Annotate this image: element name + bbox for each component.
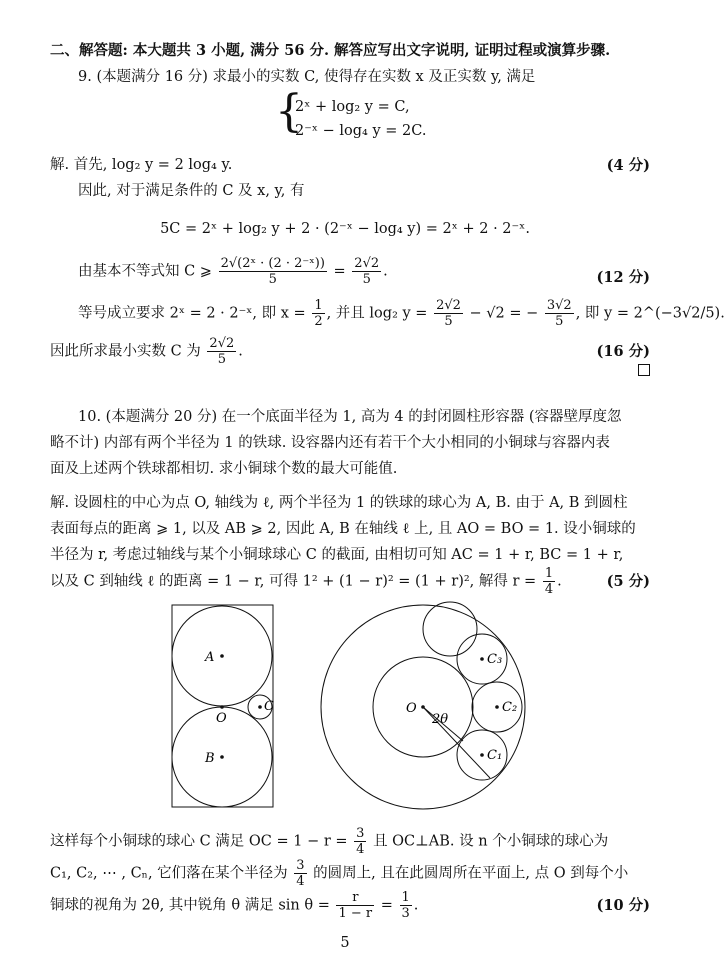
p10-sol-1: 解. 设圆柱的中心为点 O, 轴线为 ℓ, 两个半径为 1 的铁球的球心为 A, B. 由于 A, B 到圆柱 — [50, 495, 628, 511]
frac-num: 3 — [356, 826, 365, 841]
frac-num: 1 — [314, 298, 323, 313]
p10-sol-2: 表面每点的距离 ⩾ 1, 以及 AB ⩾ 2, 因此 A, B 在轴线 ℓ 上, 且 AO = BO = 1. 设小铜球的 — [50, 521, 636, 537]
p10-sol-6 — [50, 858, 650, 889]
p10-sol-4-end: . — [557, 573, 562, 590]
label-o-left: O — [216, 711, 227, 726]
p10-sin-frac-2 — [400, 890, 412, 921]
frac-num: 2√2 — [436, 298, 461, 313]
page-number: 5 — [340, 935, 350, 951]
label-a: A — [205, 650, 215, 665]
p9-conc-text: 因此所求最小实数 C 为 — [50, 343, 201, 360]
frac-num: 2√(2ˣ · (2 · 2⁻ˣ)) — [220, 256, 325, 271]
p9-ineq-end: . — [383, 263, 388, 280]
p10-sol-5 — [50, 826, 650, 857]
p10-sol-6-b: 的圆周上, 且在此圆周所在平面上, 点 O 到每个小 — [313, 865, 629, 882]
frac-den: 5 — [217, 352, 226, 367]
point-c3 — [480, 657, 484, 661]
frac-den: 4 — [544, 582, 554, 597]
frac-den: 4 — [356, 842, 365, 857]
p10-sol-7-end: . — [413, 897, 419, 914]
frac-den: 2 — [314, 314, 323, 329]
frac-num: 3 — [296, 858, 305, 873]
frac-den: 5 — [362, 272, 371, 287]
p10-oc-frac — [354, 826, 366, 857]
point-c2 — [495, 705, 499, 709]
label-o-right: O — [406, 701, 417, 716]
p9-ineq-eq: = — [333, 263, 346, 280]
point-a — [220, 654, 224, 658]
p9-step-2: 因此, 对于满足条件的 C 及 x, y, 有 — [78, 183, 305, 199]
system-eq-2: 2⁻ˣ − log₄ y = 2C. — [295, 123, 427, 139]
p9-conc-end: . — [238, 343, 243, 360]
p9-step-1: 解. 首先, log₂ y = 2 log₄ y. — [50, 157, 233, 173]
label-c2: C₂ — [502, 700, 518, 715]
p9-equation-5c: 5C = 2ˣ + log₂ y + 2 · (2⁻ˣ − log₄ y) = 2ˣ + 2 · 2⁻ˣ. — [160, 221, 530, 237]
label-c: C — [264, 699, 274, 714]
point-c — [258, 705, 262, 709]
p10-score-10: (10 分) — [596, 897, 650, 914]
frac-den: 1 − r — [338, 906, 373, 921]
problem-10-line-1: 10. (本题满分 20 分) 在一个底面半径为 1, 高为 4 的封闭圆柱形容器 (容器壁厚度忽 — [78, 409, 622, 425]
frac-den: 3 — [401, 906, 410, 921]
label-angle: 2θ — [432, 712, 449, 727]
p9-eq-text-c: − √2 = − — [469, 305, 539, 322]
problem-10-line-3: 面及上述两个铁球都相切. 求小铜球个数的最大可能值. — [50, 461, 398, 477]
frac-num: 2√2 — [354, 256, 380, 271]
point-o-left — [220, 705, 224, 709]
point-o-right — [421, 705, 425, 709]
frac-den: 4 — [296, 874, 305, 889]
label-c3: C₃ — [487, 652, 503, 667]
system-brace: { — [275, 86, 303, 137]
point-c1 — [480, 753, 484, 757]
p9-eq-text-b: , 并且 log₂ y = — [326, 305, 428, 322]
p9-eq-text-e: , 即 y = 2^(−3√2/5). — [575, 305, 725, 322]
problem-9-stem: 9. (本题满分 16 分) 求最小的实数 C, 使得存在实数 x 及正实数 y, 满足 — [78, 69, 536, 85]
frac-num: 1 — [544, 566, 554, 581]
p10-sol-7-eq: = — [380, 897, 393, 914]
system-eq-1: 2ˣ + log₂ y = C, — [295, 99, 410, 115]
frac-num: 1 — [401, 890, 410, 905]
p10-radius-frac — [294, 858, 306, 889]
point-b — [220, 755, 224, 759]
p9-eq-text-a: 等号成立要求 2ˣ = 2 · 2⁻ˣ, 即 x = — [78, 305, 306, 322]
label-c1: C₁ — [487, 748, 503, 763]
p10-sol-5-a: 这样每个小铜球的球心 C 满足 OC = 1 − r = — [50, 833, 348, 850]
frac-den: 5 — [555, 314, 564, 329]
frac-num: 2√2 — [209, 336, 235, 351]
p10-sol-6-a: C₁, C₂, ⋯ , Cₙ, 它们落在某个半径为 — [50, 865, 288, 882]
label-b: B — [205, 751, 215, 766]
p10-sol-4-text: 以及 C 到轴线 ℓ 的距离 = 1 − r, 可得 1² + (1 − r)² = (1 + r)², 解得 r = — [50, 573, 537, 590]
p10-sol-3: 半径为 r, 考虑过轴线与某个小铜球球心 C 的截面, 由相切可知 AC = 1 + r, BC = 1 + r, — [50, 547, 624, 563]
problem-10-line-2: 略不计) 内部有两个半径为 1 的铁球. 设容器内还有若干个大小相同的小铜球与容器内表 — [50, 435, 610, 451]
p10-sin-frac-1 — [336, 890, 374, 921]
frac-num: 3√2 — [546, 298, 572, 313]
p10-sol-5-b: 且 OC⊥AB. 设 n 个小铜球的球心为 — [373, 833, 609, 850]
p10-sol-7-a: 铜球的视角为 2θ, 其中锐角 θ 满足 sin θ = — [50, 897, 330, 914]
p10-score-5: (5 分) — [606, 573, 650, 590]
copper-ball-top — [423, 602, 477, 656]
frac-num: r — [336, 890, 374, 906]
section-header: 二、解答题: 本大题共 3 小题, 满分 56 分. 解答应写出文字说明, 证明过程或演算步骤. — [50, 42, 611, 59]
p9-ineq-text: 由基本不等式知 C ⩾ — [78, 263, 212, 280]
p9-score-12: (12 分) — [596, 269, 650, 286]
frac-den: 5 — [444, 314, 453, 329]
frac-den: 5 — [268, 272, 277, 287]
p9-score-16: (16 分) — [596, 343, 650, 360]
p10-sol-7 — [50, 890, 650, 921]
p9-score-4: (4 分) — [606, 157, 650, 174]
